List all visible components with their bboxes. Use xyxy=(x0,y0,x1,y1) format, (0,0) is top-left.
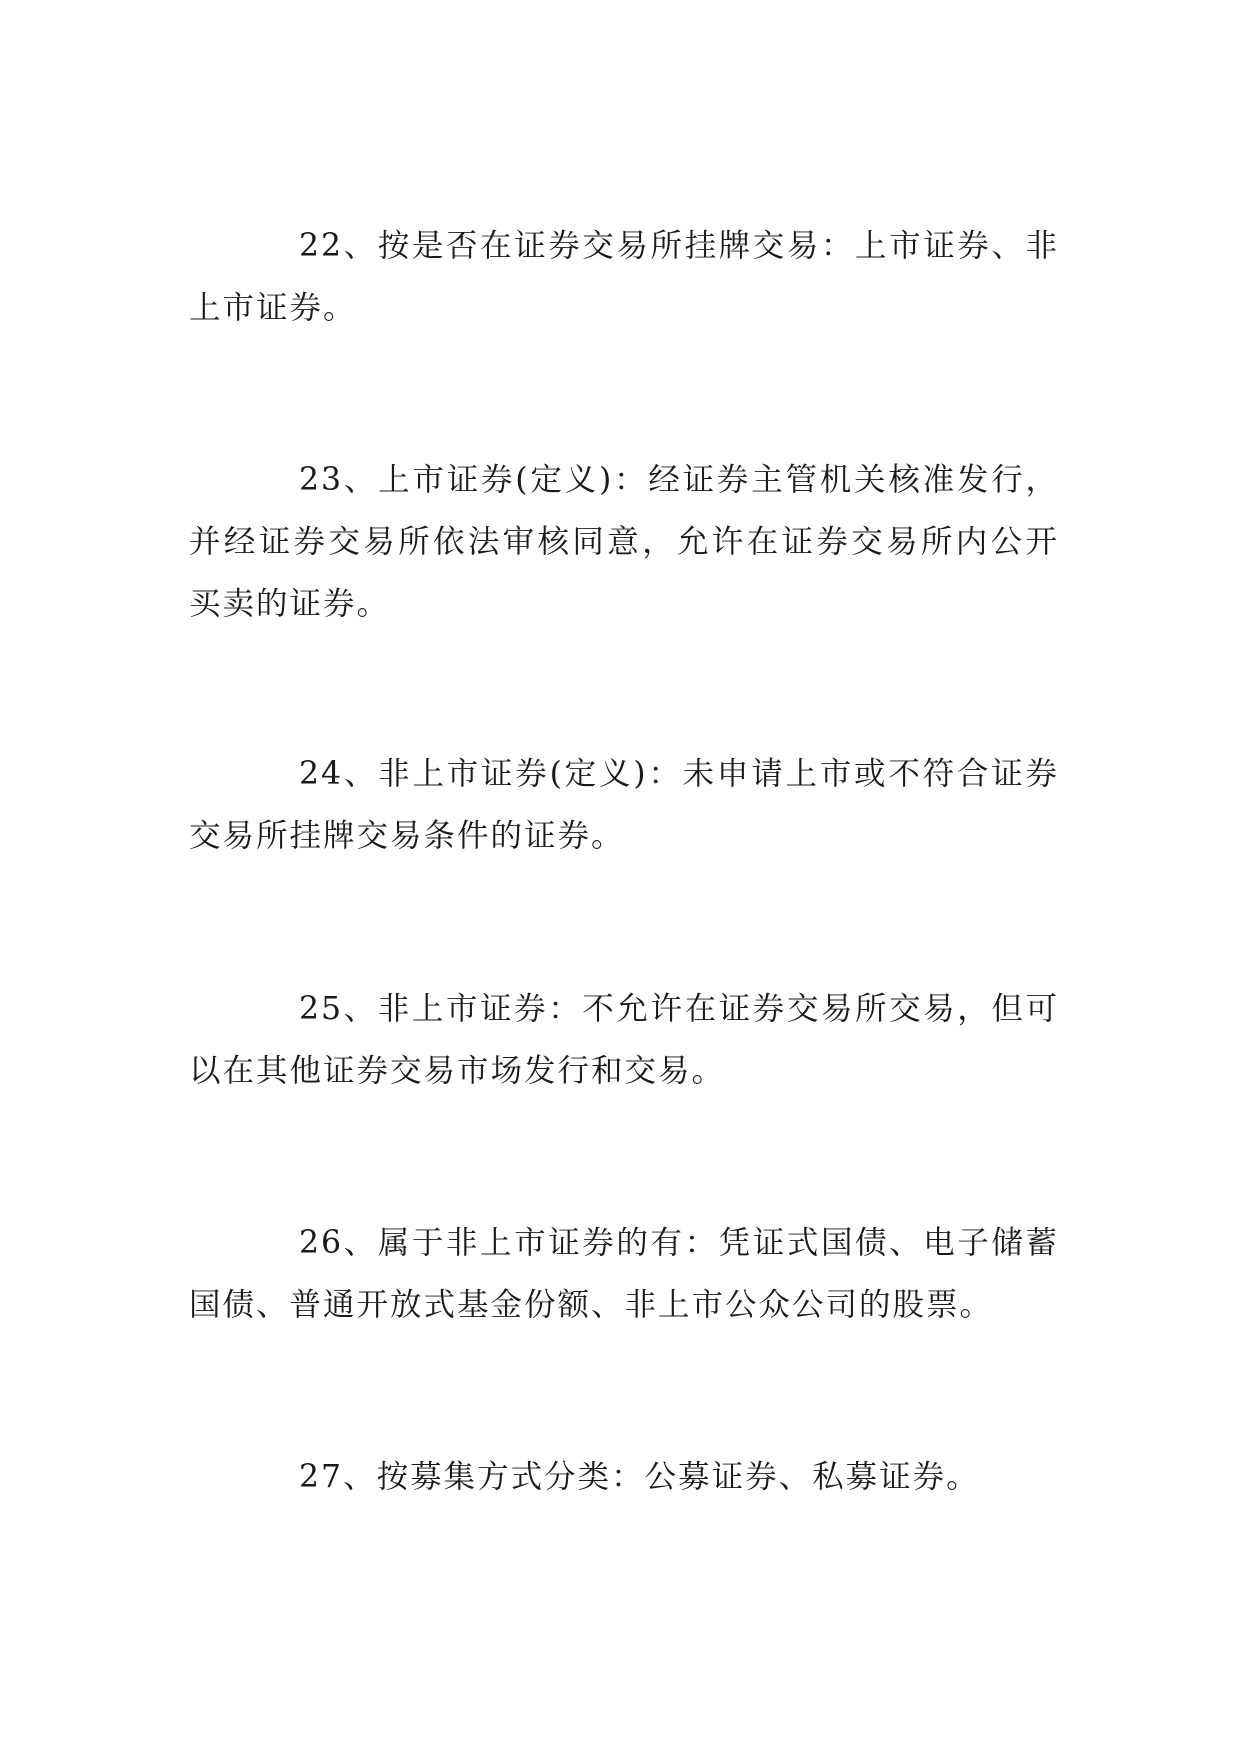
paragraph-23: 23、上市证券(定义)：经证券主管机关核准发行，并经证券交易所依法审核同意，允许在证券交易所内公开买卖的证券。 xyxy=(189,462,1059,622)
paragraph-27: 27、按募集方式分类：公募证券、私募证券。 xyxy=(299,1459,980,1495)
paragraph-25: 25、非上市证券：不允许在证券交易所交易，但可以在其他证券交易市场发行和交易。 xyxy=(189,991,1059,1089)
paragraph-26: 26、属于非上市证券的有：凭证式国债、电子储蓄国债、普通开放式基金份额、非上市公众公司的股票。 xyxy=(189,1225,1059,1323)
paragraph-24: 24、非上市证券(定义)：未申请上市或不符合证券交易所挂牌交易条件的证券。 xyxy=(189,756,1059,854)
paragraph-22: 22、按是否在证券交易所挂牌交易：上市证券、非上市证券。 xyxy=(189,228,1059,326)
